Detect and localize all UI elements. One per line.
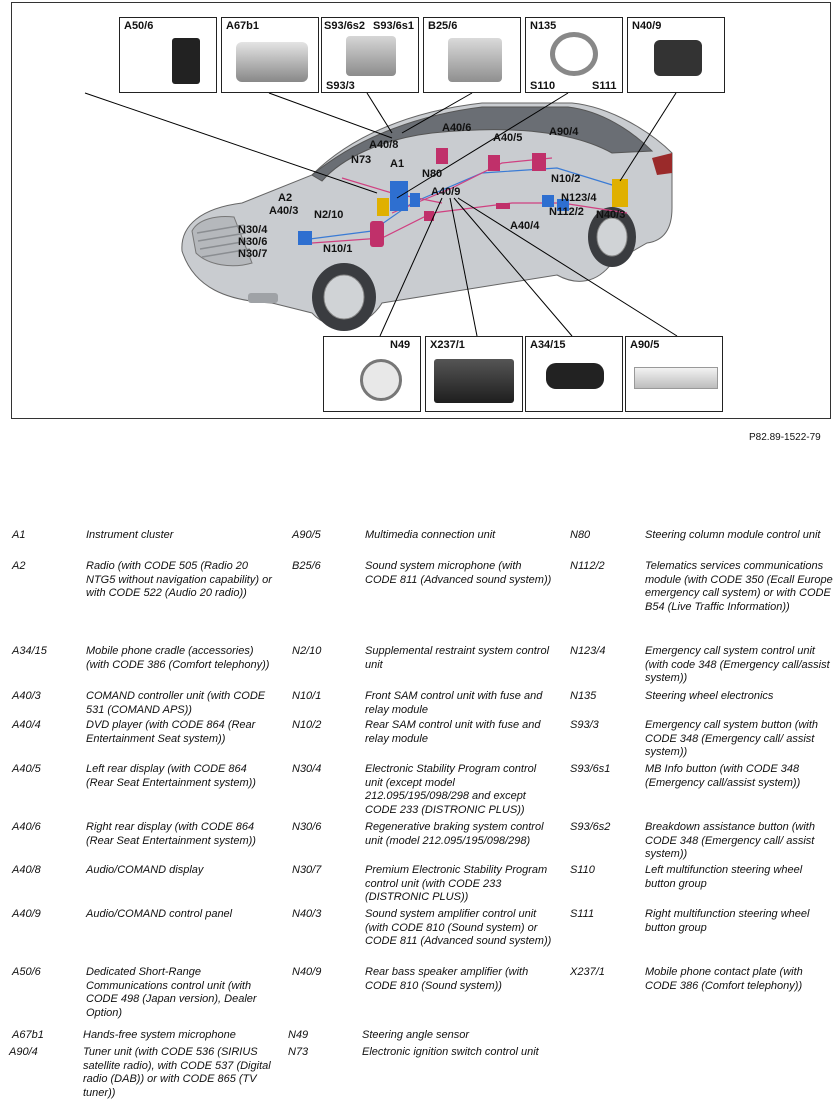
legend-description: Steering angle sensor (362, 1029, 470, 1041)
legend-description: Right rear display (with CODE 864 (Rear Seat Entertainment system)) (86, 821, 256, 847)
callout-label: A90/4 (549, 126, 579, 138)
component-box-a34-15: A34/15 (525, 336, 623, 412)
component-box-n40-9: N40/9 (627, 17, 725, 93)
legend-code: A50/6 (12, 966, 41, 978)
legend-description: Radio (with CODE 505 (Radio 20 NTG5 without navigation capability) or with CODE 522 (Audio 20 radio)) (86, 560, 272, 600)
legend-description: Rear bass speaker amplifier (with CODE 810 (Sound system)) (365, 966, 529, 992)
callout-label: A40/9 (431, 186, 461, 198)
legend-description: DVD player (with CODE 864 (Rear Entertainment Seat system)) (86, 719, 256, 745)
legend-code: N49 (288, 1029, 309, 1041)
legend-description: Multimedia connection unit (365, 529, 496, 541)
legend-description: Premium Electronic Stability Program control unit (with CODE 233 (DISTRONIC PLUS)) (365, 864, 548, 904)
microphone-image (448, 38, 502, 82)
sensor-image (360, 359, 402, 401)
callout-label: A40/5 (493, 132, 523, 144)
legend-description: Rear SAM control unit with fuse and relay module (365, 719, 541, 745)
legend-code: A40/5 (12, 763, 41, 775)
control-unit-image (172, 38, 200, 84)
callout-label: N112/2 (549, 206, 584, 218)
legend-description: Emergency call system button (with CODE 348 (Emergency call/ assist system)) (645, 719, 819, 759)
legend-description: Supplemental restraint system control unit (365, 645, 550, 671)
component-box-a90-5: A90/5 (625, 336, 723, 412)
legend-description: Regenerative braking system control unit (model 212.095/195/098/298) (365, 821, 544, 847)
legend-code: S93/6s1 (570, 763, 611, 775)
component-location-diagram (11, 2, 831, 419)
callout-label: A40/6 (442, 122, 472, 134)
legend-description: Electronic ignition switch control unit (362, 1046, 539, 1058)
callout-label: N10/2 (551, 173, 581, 185)
legend-code: A90/4 (9, 1046, 38, 1058)
callout-label: N73 (351, 154, 372, 166)
legend-description: COMAND controller unit (with CODE 531 (COMAND APS)) (86, 690, 266, 716)
component-box-n49: N49 (323, 336, 421, 412)
callout-label: A2 (278, 192, 293, 204)
legend-code: N40/9 (292, 966, 322, 978)
component-box-a67b1: A67b1 (221, 17, 319, 93)
legend-description: Sound system amplifier control unit (with CODE 810 (Sound system) or CODE 811 (Advanced sound system)) (365, 908, 552, 948)
legend-description: Left rear display (with CODE 864 (Rear Seat Entertainment system)) (86, 763, 256, 789)
legend-code: A40/3 (12, 690, 41, 702)
legend-description: Instrument cluster (86, 529, 174, 541)
overhead-button-image (346, 36, 396, 76)
amplifier-image (654, 40, 702, 76)
legend-code: N2/10 (292, 645, 322, 657)
legend-code: A90/5 (292, 529, 321, 541)
component-box-n135: N135 S110 S111 (525, 17, 623, 93)
callout-label: N30/6 (238, 236, 268, 248)
legend-code: N30/4 (292, 763, 322, 775)
callout-label: N30/7 (238, 248, 268, 260)
legend-code: N40/3 (292, 908, 322, 920)
legend-description: Right multifunction steering wheel button group (645, 908, 810, 934)
legend-description: Hands-free system microphone (83, 1029, 236, 1041)
legend-description: Tuner unit (with CODE 536 (SIRIUS satellite radio), with CODE 537 (Digital radio (DAB)) or with CODE 865 (TV tuner)) (83, 1046, 271, 1099)
legend-description: Steering column module control unit (645, 529, 821, 541)
legend-description: Mobile phone cradle (accessories) (with CODE 386 (Comfort telephony)) (86, 645, 270, 671)
legend-code: N135 (570, 690, 597, 702)
contact-plate-image (434, 359, 514, 403)
steering-wheel-image (550, 32, 598, 76)
legend-description: Sound system microphone (with CODE 811 (Advanced sound system)) (365, 560, 552, 586)
legend-description: MB Info button (with CODE 348 (Emergency call/assist system)) (645, 763, 801, 789)
legend-code: N80 (570, 529, 591, 541)
legend-code: N10/2 (292, 719, 322, 731)
connection-unit-image (634, 367, 718, 389)
legend-code: A2 (12, 560, 26, 572)
legend-code: A40/8 (12, 864, 41, 876)
legend-code: A1 (12, 529, 26, 541)
legend-code: S93/6s2 (570, 821, 611, 833)
legend-code: N10/1 (292, 690, 322, 702)
component-box-b25-6: B25/6 (423, 17, 521, 93)
component-box-s93: S93/6s2 S93/6s1 S93/3 (321, 17, 419, 93)
legend-description: Emergency call system control unit (with code 348 (Emergency call/assist system)) (645, 645, 830, 685)
component-box-x237-1: X237/1 (425, 336, 523, 412)
legend-code: X237/1 (570, 966, 605, 978)
legend-code: N123/4 (570, 645, 606, 657)
legend-code: S110 (570, 864, 595, 876)
legend-description: Steering wheel electronics (645, 690, 774, 702)
legend-description: Left multifunction steering wheel button group (645, 864, 803, 890)
callout-label: N10/1 (323, 243, 353, 255)
callout-label: N2/10 (314, 209, 344, 221)
callout-label: N123/4 (561, 192, 597, 204)
callout-label: A40/4 (510, 220, 540, 232)
legend-description: Audio/COMAND control panel (86, 908, 233, 920)
legend-code: A34/15 (12, 645, 47, 657)
callout-label: A40/3 (269, 205, 299, 217)
legend-description: Audio/COMAND display (86, 864, 204, 876)
callout-label: N40/3 (596, 209, 626, 221)
callout-label: N80 (422, 168, 443, 180)
legend-code: N30/7 (292, 864, 322, 876)
figure-reference: P82.89-1522-79 (749, 432, 821, 443)
legend-description: Front SAM control unit with fuse and relay module (365, 690, 543, 716)
legend-description: Dedicated Short-Range Communications control unit (with CODE 498 (Japan version), Dealer Option) (86, 966, 257, 1019)
legend-description: Electronic Stability Program control unit (except model 212.095/195/098/298 and except CODE 233 (DISTRONIC PLUS)) (365, 763, 537, 816)
legend-code: S111 (570, 908, 595, 920)
legend-code: N30/6 (292, 821, 322, 833)
legend-description: Mobile phone contact plate (with CODE 386 (Comfort telephony)) (645, 966, 803, 992)
legend-code: A40/9 (12, 908, 41, 920)
legend-code: S93/3 (570, 719, 599, 731)
legend-code: A40/4 (12, 719, 41, 731)
legend-description: Breakdown assistance button (with CODE 348 (Emergency call/ assist system)) (645, 821, 815, 861)
legend-code: N73 (288, 1046, 309, 1058)
legend-code: B25/6 (292, 560, 321, 572)
legend-description: Telematics services communications module (with CODE 350 (Ecall Europe emergency call system) or with CODE B54 (Live Traffic Information)) (645, 560, 833, 613)
legend-code: N112/2 (570, 560, 605, 572)
callout-label: A40/8 (369, 139, 399, 151)
callout-label: N30/4 (238, 224, 268, 236)
microphone-image (236, 42, 308, 82)
component-box-a50-6: A50/6 (119, 17, 217, 93)
legend-code: A40/6 (12, 821, 41, 833)
phone-cradle-image (546, 363, 604, 389)
callout-label: A1 (390, 158, 405, 170)
legend-code: A67b1 (12, 1029, 44, 1041)
